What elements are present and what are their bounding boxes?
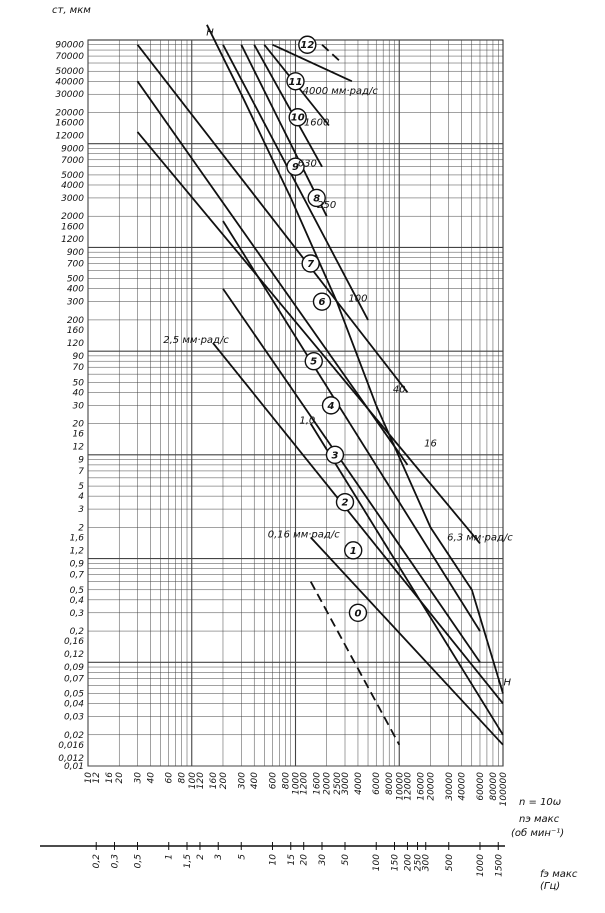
x2-tick-label: 500 [444, 854, 455, 872]
y-tick-label: 20000 [55, 108, 84, 119]
x2-tick-label: 300 [421, 854, 432, 872]
x-tick-label: 40 [146, 772, 157, 784]
y-tick-label: 5000 [61, 170, 84, 181]
y-tick-label: 7000 [61, 155, 84, 166]
y-tick-label: 160 [66, 325, 84, 336]
x-tick-label: 600 [268, 772, 279, 790]
line-label-2: 2,5 мм·рад/с [163, 334, 229, 346]
marker-label-12: 12 [300, 40, 315, 52]
marker-label-7: 7 [307, 258, 315, 270]
y-axis-label: ст, мкм [52, 5, 91, 16]
x-tick-label: 100 [187, 772, 198, 790]
y-tick-label: 40 [72, 388, 84, 399]
line-label-0: 0,16 мм·рад/с [267, 529, 340, 541]
x2-tick-label: 20 [299, 854, 310, 866]
x-tick-label: 10 [84, 772, 94, 784]
x-tick-label: 800 [281, 772, 292, 790]
y-tick-label: 12 [72, 442, 84, 453]
y-tick-label: 1,2 [69, 546, 84, 557]
x-tick-label: 80 [177, 772, 188, 784]
line-label-5: 40 [392, 384, 406, 396]
x-tick-label: 300 [237, 772, 248, 790]
x-tick-label: 1600 [312, 772, 323, 795]
y-tick-label: 300 [66, 297, 84, 308]
x2-tick-label: 10 [268, 854, 279, 866]
y-tick-label: 90 [72, 351, 84, 362]
x-tick-label: 12 [92, 772, 103, 784]
y-tick-label: 0,05 [63, 689, 84, 700]
y-tick-label: 0,04 [63, 699, 84, 710]
y-tick-label: 9 [78, 455, 84, 466]
y-tick-label: 50 [72, 378, 84, 389]
x2-tick-label: 15 [286, 854, 297, 866]
x-tick-label: 200 [218, 772, 229, 790]
x2-tick-label: 150 [390, 854, 401, 872]
y-tick-label: 16 [72, 429, 84, 440]
marker-label-4: 4 [327, 400, 335, 412]
y-tick-label: 70 [72, 363, 84, 374]
y-tick-label: 20 [72, 419, 84, 430]
line-labels [163, 28, 513, 689]
x2-tick-label: 1000 [475, 854, 486, 877]
y-tick-label: 2 [78, 523, 84, 534]
x-tick-label: 60000 [475, 772, 486, 801]
y-tick-label: 5 [78, 482, 84, 493]
line-label-12: H [503, 677, 512, 689]
y-tick-label: 500 [66, 274, 84, 285]
y-tick-label: 0,016 [58, 740, 84, 751]
y-tick-label: 0,5 [69, 585, 84, 596]
x2-tick-label: 2 [195, 854, 206, 860]
x2-tick-label: 0,5 [133, 854, 144, 869]
y-tick-label: 0,012 [58, 753, 84, 764]
y-tick-label: 0,7 [69, 570, 84, 581]
x2-axis-label-fmax: fэ макс [540, 869, 578, 880]
marker-label-8: 8 [313, 193, 321, 205]
x-tick-label: 20 [115, 772, 126, 784]
line-label-4: 16 [424, 438, 437, 450]
x-tick-label: 30 [133, 772, 144, 784]
x2-tick-label: 3 [214, 854, 225, 860]
line-label-3: 6,3 мм·рад/с [447, 532, 513, 544]
x-tick-label: 8000 [385, 772, 396, 795]
x-tick-label: 3000 [341, 772, 352, 795]
y-tick-label: 90000 [55, 40, 84, 51]
marker-label-1: 1 [349, 545, 357, 557]
y-tick-label: 0,02 [63, 730, 84, 741]
marker-label-2: 2 [341, 497, 349, 509]
series-line-5 [223, 221, 480, 631]
line-label-11: H [206, 27, 214, 39]
x2-tick-label: 1,5 [183, 854, 194, 869]
x2-tick-label: 0,3 [110, 854, 121, 869]
y-tick-label: 3000 [61, 193, 84, 204]
y-tick-label: 40000 [55, 77, 84, 88]
series-line-2 [311, 424, 503, 735]
x-tick-label: 4000 [353, 772, 364, 795]
y-tick-label: 1,6 [69, 533, 84, 544]
marker-label-6: 6 [318, 297, 326, 309]
y-tick-label: 200 [66, 315, 84, 326]
y-tick-label: 2000 [61, 212, 84, 223]
marker-label-11: 11 [288, 76, 303, 88]
x2-tick-labels [40, 842, 505, 877]
grid [88, 40, 503, 766]
y-tick-label: 0,3 [69, 608, 84, 619]
y-tick-label: 900 [66, 248, 84, 259]
x2-axis-label-unit: (Гц) [540, 881, 561, 892]
x-tick-label: 60 [164, 772, 175, 784]
x-tick-label: 30000 [444, 772, 455, 801]
y-tick-label: 3 [78, 505, 84, 516]
y-tick-label: 7 [78, 466, 84, 477]
y-tick-label: 4 [78, 492, 84, 503]
y-tick-label: 700 [66, 259, 84, 270]
x-tick-label: 20000 [426, 772, 437, 801]
y-tick-label: 0,09 [63, 663, 84, 674]
y-tick-label: 30000 [55, 90, 84, 101]
y-tick-label: 16000 [55, 118, 84, 129]
y-tick-label: 50000 [55, 67, 84, 78]
x-tick-label: 40000 [457, 772, 468, 801]
x-tick-label: 80000 [488, 772, 499, 801]
x2-tick-label: 100 [372, 854, 383, 872]
marker-label-0: 0 [354, 608, 362, 620]
x-tick-label: 6000 [372, 772, 383, 795]
line-label-10: 4000 мм·рад/с [302, 86, 378, 98]
x-tick-label: 10000 [395, 772, 406, 801]
y-tick-label: 0,9 [69, 559, 84, 570]
y-tick-label: 30 [72, 401, 84, 412]
x-tick-label: 2000 [322, 772, 333, 795]
x2-tick-label: 200 [403, 854, 414, 872]
y-tick-label: 0,01 [63, 762, 84, 772]
y-tick-label: 9000 [61, 144, 84, 155]
y-tick-label: 400 [66, 284, 84, 295]
y-tick-label: 1200 [61, 235, 84, 246]
y-tick-label: 70000 [55, 52, 84, 63]
marker-label-10: 10 [290, 112, 305, 124]
line-label-7: 250 [317, 199, 337, 211]
y-tick-label: 0,07 [63, 674, 84, 685]
marker-label-5: 5 [310, 356, 318, 368]
y-tick-label: 0,16 [63, 637, 84, 648]
y-tick-label: 12000 [55, 131, 84, 142]
marker-label-9: 9 [292, 162, 299, 174]
x-tick-label: 120 [195, 772, 206, 790]
x-tick-label: 2500 [332, 772, 343, 795]
x2-tick-label: 30 [317, 854, 328, 866]
y-tick-label: 120 [66, 338, 84, 349]
marker-label-3: 3 [331, 450, 339, 462]
x2-tick-label: 1500 [494, 854, 505, 877]
x-axis-label-unit: (об мин⁻¹) [511, 828, 565, 839]
y-tick-label: 0,2 [69, 627, 84, 638]
y-tick-label: 0,4 [69, 595, 84, 606]
x-tick-label: 400 [250, 772, 261, 790]
line-label-1: 1,0 [299, 415, 316, 427]
x-tick-labels [84, 772, 509, 807]
x-tick-label: 1000 [291, 772, 302, 795]
x-tick-label: 1200 [299, 772, 310, 795]
series-line-15 [207, 25, 503, 694]
x-axis-label-n: n = 10ω [519, 797, 562, 808]
x-tick-label: 100000 [499, 772, 509, 807]
x-axis-label-nmax: nэ макс [519, 814, 560, 825]
x2-tick-label: 5 [237, 854, 248, 860]
x2-tick-label: 50 [341, 854, 352, 866]
y-tick-label: 4000 [61, 180, 84, 191]
line-label-6: 100 [348, 293, 368, 305]
x2-tick-label: 1 [164, 854, 175, 860]
x-tick-label: 160 [208, 772, 219, 790]
x-tick-label: 12000 [403, 772, 414, 801]
y-tick-label: 0,03 [63, 712, 84, 723]
x-tick-label: 16000 [416, 772, 427, 801]
line-label-9: 1600 [303, 117, 330, 129]
x2-tick-label: 0,2 [92, 854, 103, 869]
line-label-8: 630 [297, 158, 317, 170]
x2-tick-label: 250 [413, 854, 424, 872]
series-layer [138, 25, 504, 745]
series-line-14 [322, 45, 342, 63]
y-tick-label: 0,12 [63, 650, 84, 661]
y-tick-label: 1600 [61, 222, 84, 233]
y-tick-labels [55, 41, 84, 772]
x-tick-label: 16 [105, 772, 116, 784]
